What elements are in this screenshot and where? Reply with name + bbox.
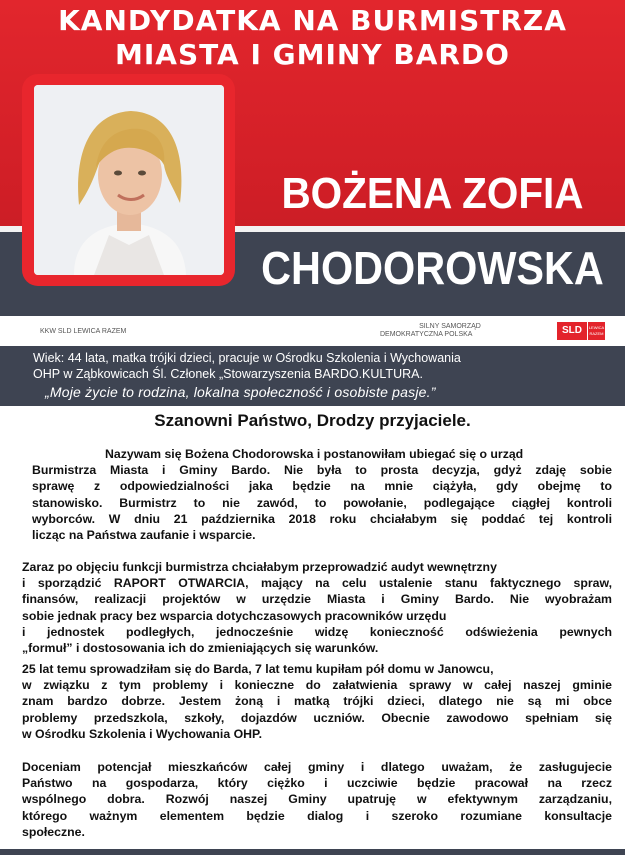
samorzad-logo bbox=[380, 323, 520, 339]
sld-logo bbox=[557, 320, 605, 342]
headline-line-2: MIASTA I GMINY BARDO bbox=[115, 38, 510, 71]
paragraph-1 bbox=[32, 446, 612, 543]
paragraph-line: licząc na Państwa zaufanie i wsparcie. bbox=[32, 527, 256, 542]
paragraph-line: „formuł” i dostosowania ich do zmieniających się warunków. bbox=[22, 640, 379, 655]
candidate-photo bbox=[34, 85, 224, 275]
paragraph-line: wyborców. W dniu 21 października 2018 roku chciałabym się poddać tej kontroli bbox=[32, 511, 612, 526]
bottom-rule bbox=[0, 849, 625, 855]
poster-header bbox=[0, 0, 625, 316]
paragraph-line: Państwo na gospodarza, który ciężko i uczciwie będzie pracował na rzecz bbox=[22, 776, 612, 791]
committee-label: KKW SLD LEWICA RAZEM bbox=[40, 328, 127, 335]
portrait-image bbox=[34, 85, 224, 275]
paragraph-line: wspólnego dobra. Rozwój naszej Gminy upatruję w efektywnym zarządzaniu, bbox=[22, 792, 612, 807]
samorzad-line-1: SILNY SAMORZĄD bbox=[419, 323, 481, 330]
paragraph-line: Burmistrza Miasta i Gminy Bardo. Nie była to prosta decyzja, gdyż zdaję sobie bbox=[32, 463, 612, 478]
paragraph-line: w związku z tym problemy i konieczne do załatwienia sprawy w całej naszej gminie bbox=[22, 678, 612, 693]
paragraph-line: problemy przedszkola, szkoły, dojazdów uczniów. Obecnie zawodowo spełniam się bbox=[22, 710, 612, 725]
bio-line-1: Wiek: 44 lata, matka trójki dzieci, pracuje w Ośrodku Szkolenia i Wychowania bbox=[33, 351, 461, 365]
headline bbox=[0, 4, 625, 72]
paragraph-line: w Ośrodku Szkolenia i Wychowania OHP. bbox=[22, 726, 263, 741]
paragraph-line: Doceniam potencjał mieszkańców całej gminy i dlatego uważam, że zasługujecie bbox=[22, 760, 612, 774]
lewica-logo-text: LEWICA RAZEM bbox=[588, 322, 605, 340]
paragraph-line: i sporządzić RAPORT OTWARCIA, mający na celu ustalenie stanu faktycznego spraw, bbox=[22, 576, 612, 591]
sld-logo-text: SLD bbox=[557, 322, 587, 340]
paragraph-line: Zaraz po objęciu funkcji burmistrza chciałabym przeprowadzić audyt wewnętrzny bbox=[22, 560, 497, 574]
paragraph-line: sprawę z odpowiedzialności jaka będzie na mnie ciążyła, gdy obejmę to bbox=[32, 479, 612, 494]
bio-band bbox=[0, 346, 625, 406]
paragraph-line: stanowisko. Burmistrz to nie zawód, to powołanie, podlegające ciągłej kontroli bbox=[32, 495, 612, 510]
logo-strip bbox=[0, 316, 625, 346]
paragraph-line: społeczne. bbox=[22, 824, 85, 839]
paragraph-line: 25 lat temu sprowadziłam się do Barda, 7 lat temu kupiłam pół domu w Janowcu, bbox=[22, 662, 494, 676]
bio-text bbox=[33, 350, 613, 382]
paragraph-line: Nazywam się Bożena Chodorowska i postanowiłam ubiegać się o urząd bbox=[105, 447, 524, 461]
paragraph-line: i jednostek podległych, jednocześnie widzę konieczność odświeżenia pewnych bbox=[22, 624, 612, 639]
greeting: Szanowni Państwo, Drodzy przyjaciele. bbox=[154, 411, 471, 430]
candidate-first-name: BOŻENA ZOFIA bbox=[281, 169, 584, 218]
paragraph-4 bbox=[22, 759, 612, 840]
samorzad-line-2: DEMOKRATYCZNA POLSKA bbox=[380, 331, 473, 338]
candidate-last-name: CHODOROWSKA bbox=[261, 242, 604, 294]
bio-line-2: OHP w Ząbkowicach Śl. Członek „Stowarzyszenia BARDO.KULTURA. bbox=[33, 367, 423, 381]
paragraph-line: znam bardzo dobrze. Jestem żoną i matką trójki dzieci, dlatego nie są mi obce bbox=[22, 694, 612, 709]
paragraph-line: sobie jednak pracy bez wsparcia dotychczasowych pracowników urzędu bbox=[22, 608, 447, 623]
paragraph-2 bbox=[22, 559, 612, 656]
headline-line-1: KANDYDATKA NA BURMISTRZA bbox=[58, 4, 567, 37]
paragraph-line: finansów, realizacji projektów w urzędzie Miasta i Gminy Bardo. Nie wyobrażam bbox=[22, 592, 612, 607]
paragraph-line: którego ważnym elementem będzie dialog i szeroko rozumiane konsultacje bbox=[22, 808, 612, 823]
motto: „Moje życie to rodzina, lokalna społeczność i osobiste pasje.” bbox=[45, 384, 436, 400]
paragraph-3 bbox=[22, 661, 612, 742]
